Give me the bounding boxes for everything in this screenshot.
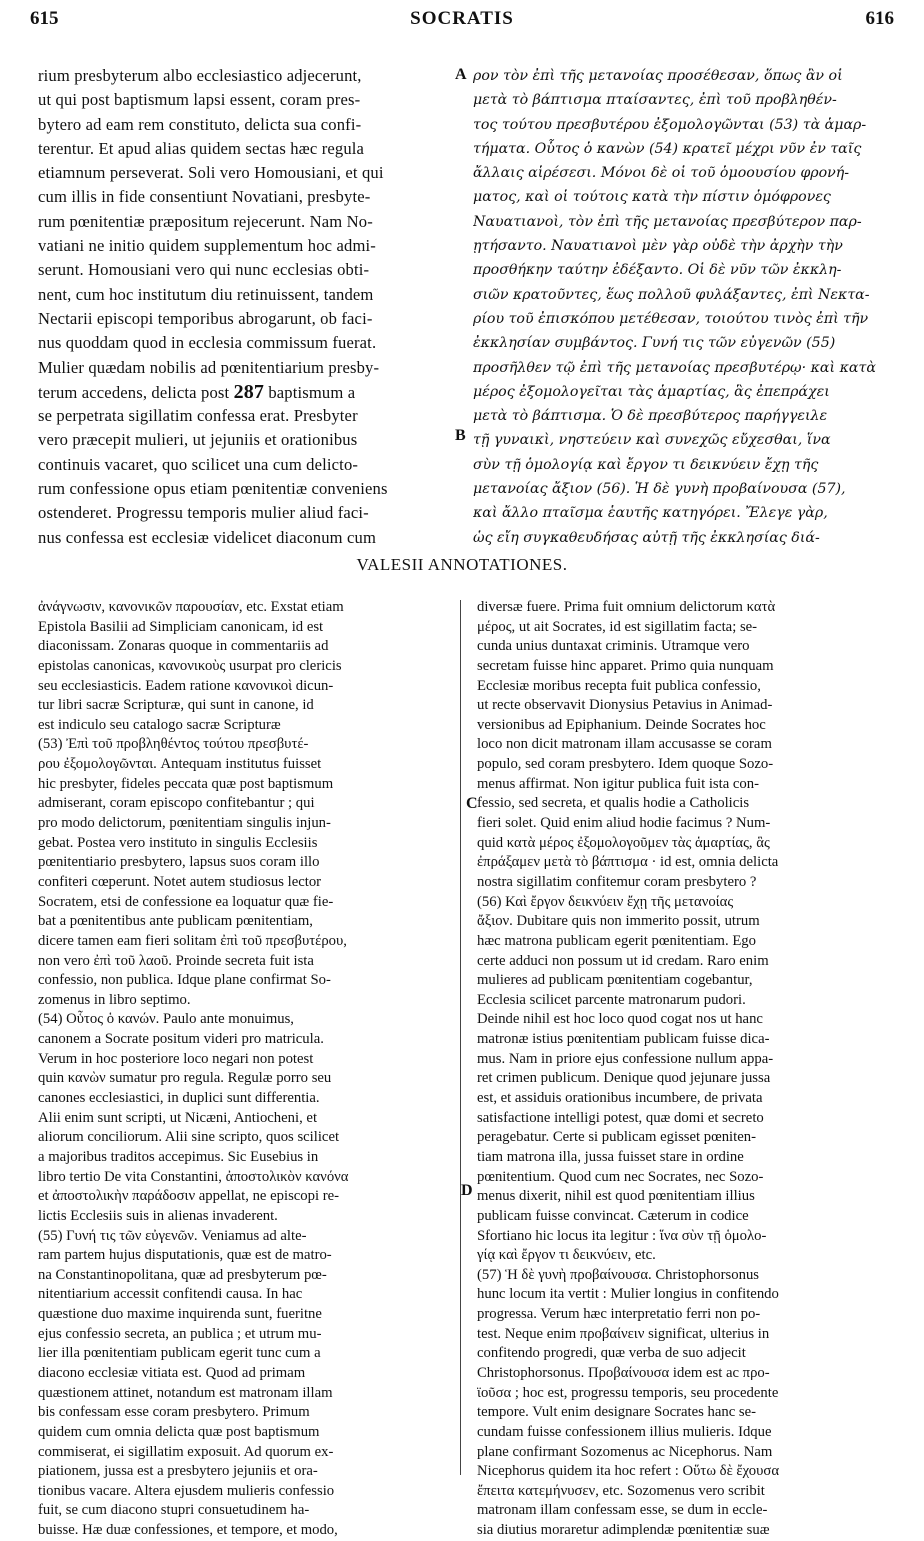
annotation-line: loco non dicit matronam illam accusasse se coram bbox=[477, 736, 772, 753]
annotation-line: diacono ecclesiæ vitiata est. Quod ad primam bbox=[38, 1364, 306, 1381]
annotation-line: (54) Οὗτος ὁ κανών. Paulo ante monuimus, bbox=[38, 1011, 294, 1028]
annotation-line: tionibus vacare. Altera ejusdem mulieris confessio bbox=[38, 1482, 335, 1499]
annotation-line: ϊοῦσα ; hoc est, progressu temporis, seu procedente bbox=[477, 1384, 779, 1401]
section-marker-d: D bbox=[461, 1182, 473, 1199]
annotation-line: est indiculo seu catalogo sacræ Scripturæ bbox=[38, 716, 281, 733]
annotation-line: sia diutius moraretur adimplendæ pœnitentiæ suæ bbox=[477, 1522, 770, 1539]
text-line: Nectarii episcopi temporibus abrogarunt, ob faci- bbox=[38, 308, 373, 328]
annotation-line: seu ecclesiasticis. Eadem ratione κανονικοὶ dicun- bbox=[38, 677, 334, 694]
annotation-line: ram partem hujus disputationis, quæ est de matro- bbox=[38, 1247, 332, 1264]
annotation-line: gebat. Postea vero instituto in singulis Ecclesiis bbox=[38, 834, 318, 851]
annotation-line: bis confessam esse coram presbytero. Primum bbox=[38, 1404, 310, 1421]
text-line: μετὰ τὸ βάπτισμα. Ὁ δὲ πρεσβύτερος παρήγγειλε bbox=[473, 408, 828, 425]
annotation-line: tiam matrona illa, jussa fuisset stare in ordine bbox=[477, 1148, 744, 1165]
annotation-line: Ecclesiæ moribus recepta fuit publica confessio, bbox=[477, 677, 761, 694]
annotations-right-column bbox=[477, 598, 897, 1541]
annotation-line: versionibus ad Epiphanium. Deinde Socrates hoc bbox=[477, 716, 766, 733]
running-title: SOCRATIS bbox=[410, 8, 514, 29]
page-number-right: 616 bbox=[865, 8, 894, 29]
annotation-line: tur libri sacræ Scripturæ, qui sunt in canone, id bbox=[38, 697, 314, 714]
annotation-line: test. Neque enim προβαίνειν significat, ulterius in bbox=[477, 1325, 770, 1342]
annotation-line: tempore. Vult enim designare Socrates hanc se- bbox=[477, 1404, 757, 1421]
annotation-line: ἄξιον. Dubitare quis non immerito possit, utrum bbox=[477, 913, 760, 930]
text-line: vero præcepit mulieri, ut jejuniis et orationibus bbox=[38, 430, 358, 450]
annotation-line: na Constantinopolitana, quæ ad presbyterum pœ- bbox=[38, 1266, 327, 1283]
text-line: ῃτήσαντο. Ναυατιανοὶ μὲν γὰρ οὐδὲ τὴν ἀρχὴν τὴν bbox=[473, 238, 843, 255]
annotation-line: commiserat, ei sigillatim exposuit. Ad quorum ex- bbox=[38, 1443, 334, 1460]
annotation-line: Verum in hoc posteriore loco negari non potest bbox=[38, 1050, 314, 1067]
page-header bbox=[30, 8, 894, 38]
text-line: μετανοίας ἄξιον (56). Ἡ δὲ γυνὴ προβαίνουσα (57), bbox=[473, 481, 846, 498]
annotation-line: γίᾳ καὶ ἔργον τι δεικνύειν, etc. bbox=[477, 1247, 656, 1264]
annotation-line: nostra sigillatim confitemur coram presbytero ? bbox=[477, 873, 757, 890]
text-line: ἐκκλησίαν συμβάντος. Γυνή τις τῶν εὐγενῶν (55) bbox=[473, 335, 836, 352]
text-line: μέρος ἐξομολογεῖται τὰς ἁμαρτίας, ἃς ἐπεπράχει bbox=[473, 383, 830, 400]
annotation-line: quin κανὼν sumatur pro regula. Regulæ porro seu bbox=[38, 1070, 332, 1087]
annotation-line: aliorum conciliorum. Alii sine scripto, quos scilicet bbox=[38, 1129, 340, 1146]
annotation-line: nitentiarium accessit confitendi causa. In hac bbox=[38, 1286, 303, 1303]
annotation-line: matronæ istius pœnitentiam publicam fuisse dica- bbox=[477, 1031, 770, 1048]
annotation-line: confessio, non publica. Idque plane confirmat So- bbox=[38, 972, 331, 989]
annotation-line: Socratem, etsi de confessione ea loquatur quæ fie- bbox=[38, 893, 334, 910]
annotation-line: non vero ἐπὶ τοῦ λαοῦ. Proinde secreta fuit ista bbox=[38, 952, 314, 969]
annotation-line: pro modo delictorum, pœnitentiam singulis injun- bbox=[38, 815, 331, 832]
annotation-line: fessio, sed secreta, et qualis hodie a Catholicis bbox=[477, 795, 750, 812]
annotation-line: populo, sed coram presbytero. Idem quoque Sozo- bbox=[477, 756, 774, 773]
text-line: ρίου τοῦ ἐπισκόπου μετέθεσαν, τοιούτου τινὸς ἐπὶ τῆν bbox=[473, 310, 869, 327]
annotation-line: confiteri cœperunt. Notet autem studiosus lector bbox=[38, 873, 322, 890]
annotation-line: confitendo progredi, quæ verba de suo adjecit bbox=[477, 1345, 746, 1362]
annotation-line: zomenus in libro septimo. bbox=[38, 991, 191, 1008]
annotation-line: bat a pœnitentibus ante publicam pœnitentiam, bbox=[38, 913, 313, 930]
annotation-line: (57) Ἡ δὲ γυνὴ προβαίνουσα. Christophorsonus bbox=[477, 1266, 760, 1283]
annotation-line: certe adduci non possum ut id credam. Raro enim bbox=[477, 952, 769, 969]
annotation-line: μέρος, ut ait Socrates, id est sigillatim facta; se- bbox=[477, 618, 758, 635]
annotation-line: libro tertio De vita Constantini, ἀποστολικὸν κανόνα bbox=[38, 1168, 349, 1185]
annotation-line: buisse. Hæ duæ confessiones, et tempore, et modo, bbox=[38, 1522, 338, 1539]
text-line: vatiani ne initio quidem supplementum hoc admi- bbox=[38, 236, 376, 256]
text-line: ὡς εἴη συγκαθευδήσας αὐτῇ τῆς ἐκκλησίας διά- bbox=[473, 529, 820, 546]
annotation-line: est, et assiduis orationibus incumbere, de privata bbox=[477, 1090, 763, 1107]
text-line: τῇ γυναικὶ, νηστεύειν καὶ συνεχῶς εὔχεσθαι, ἵνα bbox=[473, 432, 831, 449]
text-line: terum accedens, delicta post 287 baptismum a bbox=[38, 380, 356, 403]
annotation-line: ἀνάγνωσιν, κανονικῶν παρουσίαν, etc. Exstat etiam bbox=[38, 599, 344, 615]
section-marker-a: A bbox=[455, 66, 467, 83]
text-line: nent, cum hoc institutum diu retinuissent, tandem bbox=[38, 284, 374, 304]
annotation-line: a majoribus traditos accepimus. Sic Eusebius in bbox=[38, 1148, 319, 1165]
text-line: τήματα. Οὗτος ὁ κανὼν (54) κρατεῖ μέχρι νῦν ἐν ταῖς bbox=[473, 140, 862, 157]
annotation-line: ejus confessio secreta, an publica ; et utrum mu- bbox=[38, 1325, 322, 1342]
text-line: προσῆλθεν τῷ ἐπὶ τῆς μετανοίας πρεσβυτέρῳ· καὶ κατὰ bbox=[473, 359, 876, 376]
annotation-line: quæstionem attinet, notandum est matronam illam bbox=[38, 1384, 333, 1401]
annotation-line: quæstione duo maxime inquirenda sunt, fueritne bbox=[38, 1306, 322, 1323]
annotation-line: dicere tamen eam fieri solitam ἐπὶ τοῦ πρεσβυτέρου, bbox=[38, 932, 347, 949]
annotation-line: mus. Nam in priore ejus confessione nullum appa- bbox=[477, 1050, 774, 1067]
annotation-line: epistolas canonicas, κανονικοὺς usurpat pro clericis bbox=[38, 657, 342, 674]
annotation-line: quid κατὰ μέρος ἐξομολογοῦμεν τὰς ἁμαρτίας, ἃς bbox=[477, 834, 770, 851]
annotation-line: piationem, jussa est a presbytero jejuniis et ora- bbox=[38, 1463, 318, 1480]
annotation-line: ρου ἐξομολογῶνται. Antequam institutus fuisset bbox=[38, 756, 322, 773]
text-line: ut qui post baptismum lapsi essent, coram pres- bbox=[38, 90, 361, 110]
annotation-line: pœnitentiario presbytero, lapsus suos coram illo bbox=[38, 854, 320, 871]
text-line: προσθήκην ταύτην ἐδέξαντο. Οἱ δὲ νῦν τῶν ἐκκλη- bbox=[473, 262, 842, 279]
text-line: ματος, καὶ οἱ τούτοις κατὰ τὴν πίστιν ὁμόφρονες bbox=[473, 189, 831, 206]
annotation-line: lier illa pœnitentiam publicam egerit tunc cum a bbox=[38, 1345, 321, 1362]
annotation-line: diaconissam. Zonaras quoque in commentariis ad bbox=[38, 638, 329, 655]
annotation-line: Epistola Basilii ad Simpliciam canonicam, id est bbox=[38, 618, 324, 635]
text-line: rum pœnitentiæ præpositum rejecerunt. Nam No- bbox=[38, 211, 373, 231]
annotations-heading: VALESII ANNOTATIONES. bbox=[356, 555, 568, 574]
annotation-line: ἐπράξαμεν μετὰ τὸ βάπτισμα · id est, omnia delicta bbox=[477, 854, 779, 871]
text-line: etiamnum perseverat. Soli vero Homousiani, et qui bbox=[38, 163, 384, 183]
annotation-line: fieri solet. Quid enim aliud hodie facimus ? Num- bbox=[477, 815, 771, 832]
annotation-line: lictis Ecclesiis suis in alienas invaderent. bbox=[38, 1207, 278, 1224]
margin-page-number: 287 bbox=[233, 380, 265, 403]
text-line: καὶ ἄλλο πταῖσμα ἑαυτῆς κατηγόρει. Ἔλεγε γὰρ, bbox=[473, 505, 828, 522]
annotation-line: hunc locum ita vertit : Mulier longius in confitendo bbox=[477, 1286, 779, 1303]
annotation-line: (55) Γυνή τις τῶν εὐγενῶν. Veniamus ad alte- bbox=[38, 1227, 307, 1244]
annotation-line: progressa. Verum hæc interpretatio ferri non po- bbox=[477, 1306, 761, 1323]
text-line: continuis vacaret, quo scilicet una cum delicto- bbox=[38, 454, 359, 474]
annotation-line: cundam fuisse confessionem illius mulieris. Idque bbox=[477, 1423, 772, 1440]
text-line: ostenderet. Progressu temporis mulier aliud faci- bbox=[38, 503, 369, 523]
annotation-line: Alii enim sunt scripti, ut Nicæni, Antiocheni, et bbox=[38, 1109, 318, 1126]
annotation-line: fuit, se cum diacono stupri consuetudinem ha- bbox=[38, 1502, 310, 1519]
annotations-left-column bbox=[38, 598, 454, 1541]
column-divider bbox=[460, 600, 461, 1475]
section-marker-b: B bbox=[455, 427, 466, 444]
annotation-line: hic presbyter, fideles peccata quæ post baptismum bbox=[38, 775, 334, 792]
annotation-line: diversæ fuere. Prima fuit omnium delictorum κατὰ bbox=[477, 599, 776, 615]
annotation-line: Deinde nihil est hoc loco quod cogat nos ut hanc bbox=[477, 1011, 763, 1028]
text-line: Mulier quædam nobilis ad pœnitentiarium presby- bbox=[38, 357, 380, 377]
text-line: se perpetrata sigillatim confessa erat. Presbyter bbox=[38, 406, 358, 426]
annotation-line: cunda unius duntaxat criminis. Utramque vero bbox=[477, 638, 750, 655]
text-line: Ναυατιανοὶ, τὸν ἐπὶ τῆς μετανοίας πρεσβύτερον παρ- bbox=[473, 213, 862, 230]
text-line: rium presbyterum albo ecclesiastico adjecerunt, bbox=[38, 66, 362, 85]
text-line: σὺν τῇ ὁμολογίᾳ καὶ ἔργον τι δεικνύειν ἔχῃ τῆς bbox=[473, 456, 819, 473]
annotation-line: (53) Ἐπὶ τοῦ προβληθέντος τούτου πρεσβυτέ- bbox=[38, 736, 309, 753]
text-line: bytero ad eam rem constituto, delicta sua confi- bbox=[38, 114, 362, 134]
annotation-line: menus affirmat. Non igitur publica fuit ista con- bbox=[477, 775, 759, 792]
text-line: serunt. Homousiani vero qui nunc ecclesias obti- bbox=[38, 260, 370, 280]
annotation-line: hæc matrona publicam egerit pœnitentiam. Ego bbox=[477, 932, 756, 949]
annotation-line: et ἀποστολικὴν παράδοσιν appellat, ne episcopi re- bbox=[38, 1188, 340, 1205]
annotation-line: satisfactione intelligi potest, quæ domi et secreto bbox=[477, 1109, 764, 1126]
annotation-line: Christophorsonus. Προβαίνουσα idem est ac προ- bbox=[477, 1364, 770, 1381]
annotation-line: menus dixerit, nihil est quod pœnitentiam illius bbox=[477, 1188, 755, 1205]
text-line: μετὰ τὸ βάπτισμα πταίσαντες, ἐπὶ τοῦ προβληθέν- bbox=[473, 92, 837, 109]
annotation-line: mulieres ad publicam pœnitentiam cogebantur, bbox=[477, 972, 753, 989]
annotation-line: canones ecclesiastici, in duplici sunt differentia. bbox=[38, 1090, 320, 1107]
section-marker-c: C bbox=[466, 795, 478, 812]
text-line: nus quoddam quod in ecclesia commissum fuerat. bbox=[38, 333, 377, 353]
text-line: ἄλλαις αἱρέσεσι. Μόνοι δὲ οἱ τοῦ ὁμοουσίου φρονή- bbox=[473, 165, 850, 182]
annotation-line: Ecclesia scilicet parcente matronarum pudori. bbox=[477, 991, 746, 1008]
annotation-line: ut recte observavit Dionysius Petavius in Animad- bbox=[477, 697, 773, 714]
annotation-line: quidem cum omnia delicta quæ post baptismum bbox=[38, 1423, 320, 1440]
text-line: nus confessa est ecclesiæ videlicet diaconum cum bbox=[38, 527, 377, 547]
text-line: cum illis in fide consentiunt Novatiani, presbyte- bbox=[38, 187, 371, 207]
annotation-line: matronam illam confessam esse, se dum in eccle- bbox=[477, 1502, 768, 1519]
text-line: terentur. Et apud alias quidem sectas hæc regula bbox=[38, 138, 365, 158]
annotation-line: (56) Καὶ ἔργον δεικνύειν ἔχῃ τῆς μετανοίας bbox=[477, 893, 734, 910]
annotation-line: plane confirmant Sozomenus ac Nicephorus. Nam bbox=[477, 1443, 773, 1460]
page-number-left: 615 bbox=[30, 8, 59, 29]
annotation-line: canonem a Socrate positum videri pro matricula. bbox=[38, 1031, 324, 1048]
text-line: σιῶν κρατοῦντες, ἕως πολλοῦ φυλάξαντες, ἐπὶ Νεκτα- bbox=[473, 286, 870, 303]
greek-text-column bbox=[473, 64, 897, 550]
latin-text-column bbox=[38, 64, 450, 550]
text-line: ρον τὸν ἐπὶ τῆς μετανοίας προσέθεσαν, ὅπως ἂν οἱ bbox=[473, 68, 843, 84]
annotation-line: Nicephorus quidem ita hoc refert : Οὕτω δὲ ἔχουσα bbox=[477, 1463, 780, 1480]
text-line: τος τούτου πρεσβυτέρου ἐξομολογῶνται (53) τὰ ἁμαρ- bbox=[473, 116, 867, 133]
annotation-line: pœnitentium. Quod cum nec Socrates, nec Sozo- bbox=[477, 1168, 764, 1185]
annotation-line: publicam fuisse convincat. Cæterum in codice bbox=[477, 1207, 749, 1224]
annotation-line: ret crimen publicum. Denique quod jejunare jussa bbox=[477, 1070, 771, 1087]
annotation-line: ἔπειτα κατεμήνυσεν, etc. Sozomenus vero scribit bbox=[477, 1482, 765, 1499]
annotation-line: secretam fuisse hinc apparet. Primo quia nunquam bbox=[477, 657, 774, 674]
text-line: rum confessione opus etiam pœnitentiæ conveniens bbox=[38, 479, 388, 499]
annotation-line: peragebatur. Certe si publicam egisset pœniten- bbox=[477, 1129, 756, 1146]
annotation-line: admiserant, coram episcopo confitebantur ; qui bbox=[38, 795, 315, 812]
annotation-line: Sfortiano hic locus ita legitur : ἵνα σὺν τῇ ὁμολο- bbox=[477, 1227, 767, 1244]
